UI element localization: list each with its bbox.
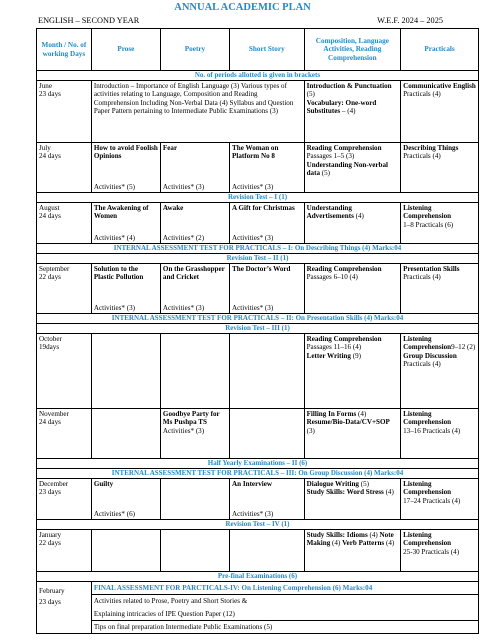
prose-cell <box>91 530 160 572</box>
comp-periods: Passages 11–16 (4) <box>306 343 362 352</box>
prac-topic: Describing Things <box>403 144 459 152</box>
working-days: 23 days <box>39 598 61 607</box>
story-title: An Interview <box>232 480 273 488</box>
prose-title: Guilty <box>93 480 114 488</box>
internal-assessment-2: INTERNAL ASSESSMENT TEST FOR PRACTICALS – II: On Presentation Skills (4) Marks:04 <box>37 314 479 324</box>
prac-periods: Practicals (4) <box>403 273 441 282</box>
prac-periods-2: Practicals (4) <box>403 360 441 369</box>
header-composition: Composition, Language Activities, Reading Comprehension <box>304 29 401 71</box>
table-row-september <box>37 264 479 314</box>
composition-cell <box>304 203 401 244</box>
prac-topic: Presentation Skills <box>403 265 460 273</box>
comp-periods-2: (3) <box>306 426 315 435</box>
prac-topic: Listening Comprehension <box>403 410 452 427</box>
month-cell <box>37 143 92 193</box>
header-month: Month / No. of working Days <box>37 29 92 71</box>
practicals-cell <box>401 479 479 520</box>
header-prose: Prose <box>91 29 160 71</box>
comp-periods: (5) <box>358 480 369 488</box>
story-activities: Activities* (3) <box>232 233 274 242</box>
month-name: October <box>39 335 62 343</box>
poetry-cell <box>160 264 229 314</box>
prac-periods: 1–8 Practicals (6) <box>403 220 454 229</box>
month-cell <box>37 203 92 244</box>
academic-plan-table <box>36 28 479 634</box>
composition-cell <box>304 264 401 314</box>
comp-periods-2: (4) <box>330 539 343 548</box>
practicals-cell <box>401 530 479 572</box>
revision-test-row <box>37 193 479 203</box>
story-cell <box>230 479 305 520</box>
story-activities: Activities* (3) <box>232 303 274 312</box>
working-days: 23 days <box>39 90 61 99</box>
month-cell <box>37 81 92 143</box>
poetry-cell <box>160 479 229 520</box>
table-row-january <box>37 530 479 572</box>
prose-title: How to avoid Foolish Opinions <box>93 144 158 161</box>
month-cell <box>37 334 92 409</box>
prac-topic: Listening Comprehension <box>403 480 452 497</box>
prose-activities: Activities* (5) <box>93 182 136 191</box>
comp-topic-2: Note Making <box>306 531 394 548</box>
half-yearly-exams: Half Yearly Examinations – II (6) <box>37 459 479 469</box>
story-cell <box>230 203 305 244</box>
prac-topic: Communicative English <box>403 82 476 90</box>
comp-topic: Filling In Forms <box>306 410 357 418</box>
story-cell <box>230 334 305 409</box>
story-cell <box>230 530 305 572</box>
prac-topic: Listening Comprehension <box>403 335 452 352</box>
page-title: ANNUAL ACADEMIC PLAN <box>174 2 311 13</box>
month-cell <box>37 582 92 634</box>
table-row-october <box>37 334 479 409</box>
poetry-title: Awake <box>162 204 184 212</box>
revision-test-1: Revision Test – I (1) <box>37 193 479 203</box>
comp-periods-2: – (4) <box>340 107 356 116</box>
poetry-activities: Activities* (3) <box>162 426 205 435</box>
prac-topic: Listening Comprehension <box>403 204 452 221</box>
prac-periods: Practicals (4) <box>403 152 441 161</box>
prose-cell <box>91 264 160 314</box>
month-cell <box>37 479 92 520</box>
header-row <box>37 29 479 71</box>
prac-periods: 17–24 Practicals (4) <box>403 496 461 505</box>
poetry-title: Goodbye Party for Ms Pushpa TS <box>162 410 220 427</box>
working-days: 22 days <box>39 273 61 282</box>
story-activities: Activities* (3) <box>232 182 274 191</box>
february-activity-3: Tips on final preparation Intermediate Public Examinations (5) <box>91 621 478 634</box>
comp-topic-2: Resume/Bio-Data/CV+SOP <box>306 418 390 427</box>
prac-periods: 9–12 (2) <box>451 343 476 352</box>
working-days: 24 days <box>39 152 61 161</box>
prose-cell <box>91 143 160 193</box>
composition-cell <box>304 479 401 520</box>
comp-topic-2: Vocabulary: One-word Substitutes <box>306 98 377 116</box>
poetry-activities: Activities* (3) <box>162 182 205 191</box>
prose-cell <box>91 409 160 459</box>
revision-test-row <box>37 324 479 334</box>
prac-topic: Listening Comprehension <box>403 531 452 548</box>
working-days: 24 days <box>39 212 61 221</box>
prose-cell <box>91 479 160 520</box>
revision-test-2: Revision Test – II (1) <box>37 254 479 264</box>
internal-assessment-1: INTERNAL ASSESSMENT TEST FOR PRACTICALS – I: On Describing Things (4) Marks:04 <box>37 244 479 254</box>
composition-cell <box>304 334 401 409</box>
comp-topic-2: Study Skills: Word Stress <box>306 488 384 497</box>
comp-periods: (4) <box>356 410 367 418</box>
prose-cell <box>91 334 160 409</box>
comp-periods-2: (4) <box>383 488 394 497</box>
story-title: A Gift for Christmas <box>232 204 295 212</box>
poetry-cell <box>160 530 229 572</box>
comp-topic: Reading Comprehension <box>306 144 382 152</box>
poetry-title: Fear <box>162 144 178 152</box>
academic-year-label: W.E.F. 2024 – 2025 <box>377 16 443 25</box>
month-name: August <box>39 204 60 212</box>
table-row-november <box>37 409 479 459</box>
poetry-cell <box>160 203 229 244</box>
comp-topic-3: Verb Patterns <box>342 539 385 548</box>
table-row-june <box>37 81 479 143</box>
comp-topic: Study Skills: Idioms <box>306 531 368 539</box>
month-name: November <box>39 410 69 418</box>
comp-topic: Understanding Advertisements <box>306 204 354 221</box>
working-days: 19days <box>39 343 60 352</box>
month-name: December <box>39 480 69 488</box>
periods-note-row <box>37 71 479 81</box>
month-cell <box>37 264 92 314</box>
comp-periods-2: (9) <box>350 351 361 360</box>
february-line-row <box>37 595 479 608</box>
table-row-august <box>37 203 479 244</box>
introduction-cell: Introduction – Importance of English Language (3) Various types of activities relating to Language, Composition and Reading Comprehension Including Non-Verbal Data (4) Syllabus and Question Paper Pattern pertaining to Intermediate Public Examinations (3) <box>91 81 304 143</box>
comp-topic: Introduction & Punctuation <box>306 82 392 90</box>
prefinal-exams: Pre-final Examinations (6) <box>37 572 479 582</box>
revision-test-row <box>37 520 479 530</box>
internal-assessment-row <box>37 314 479 324</box>
practicals-cell <box>401 409 479 459</box>
table-row-december <box>37 479 479 520</box>
prose-title: Solution to the Plastic Pollution <box>93 265 144 282</box>
prose-activities: Activities* (3) <box>93 303 136 312</box>
subject-label: ENGLISH – SECOND YEAR <box>38 16 140 25</box>
month-name: February <box>39 587 65 595</box>
comp-topic: Dialogue Writing <box>306 480 359 488</box>
story-title: The Woman on Platform No 8 <box>232 144 279 161</box>
working-days: 22 days <box>39 539 61 548</box>
comp-periods: (5) <box>306 90 315 99</box>
header-short-story: Short Story <box>230 29 305 71</box>
comp-topic: Reading Comprehension <box>306 265 382 273</box>
poetry-cell <box>160 143 229 193</box>
internal-assessment-3: INTERNAL ASSESSMENT TEST FOR PRACTICALS – III: On Group Discussion (4) Marks:04 <box>37 469 479 479</box>
practicals-cell <box>401 143 479 193</box>
comp-periods: Passages 1–5 (3) <box>306 152 355 161</box>
poetry-cell <box>160 409 229 459</box>
poetry-title: On the Grasshopper and Cricket <box>162 265 225 282</box>
poetry-cell <box>160 334 229 409</box>
composition-cell <box>304 530 401 572</box>
practicals-cell <box>401 264 479 314</box>
comp-topic-2: Letter Writing <box>306 351 351 360</box>
month-name: January <box>39 531 62 539</box>
story-cell <box>230 143 305 193</box>
comp-periods: (4) <box>353 212 364 221</box>
month-cell <box>37 409 92 459</box>
half-yearly-row <box>37 459 479 469</box>
february-activity-1: Activities related to Prose, Poetry and Short Stories & <box>91 595 478 608</box>
story-cell <box>230 409 305 459</box>
internal-assessment-row <box>37 469 479 479</box>
revision-test-3: Revision Test – III (1) <box>37 324 479 334</box>
comp-periods-2: (5) <box>320 169 331 178</box>
story-cell <box>230 264 305 314</box>
prose-activities: Activities* (4) <box>93 233 136 242</box>
month-name: June <box>39 82 53 90</box>
revision-test-row <box>37 254 479 264</box>
story-title: The Doctor’s Word <box>232 265 291 273</box>
month-cell <box>37 530 92 572</box>
internal-assessment-row <box>37 244 479 254</box>
february-activity-2: Explaining intricacies of IPE Question Paper (12) <box>91 608 478 621</box>
prac-topic-2: Group Discussion <box>403 351 457 360</box>
february-line-row <box>37 608 479 621</box>
poetry-activities: Activities* (3) <box>162 303 205 312</box>
month-name: September <box>39 265 70 273</box>
prac-periods: 25-30 Practicals (4) <box>403 547 460 556</box>
february-line-row <box>37 621 479 634</box>
final-assessment: FINAL ASSESSMENT FOR PARCTICALS-IV: On Listening Comprehension (6) Marks:04 <box>91 582 478 595</box>
comp-periods-3: (4) <box>384 539 395 548</box>
table-row-february <box>37 582 479 595</box>
story-activities: Activities* (3) <box>232 509 274 518</box>
composition-cell <box>304 409 401 459</box>
poetry-activities: Activities* (2) <box>162 233 205 242</box>
periods-note: No. of periods allotted is given in brackets <box>37 71 479 81</box>
working-days: 23 days <box>39 488 61 497</box>
practicals-cell <box>401 203 479 244</box>
comp-topic: Reading Comprehension <box>306 335 382 343</box>
prac-periods: Practicals (4) <box>403 90 441 99</box>
prose-title: The Awakening of Women <box>93 204 149 221</box>
prac-periods: 13–16 Practicals (4) <box>403 426 461 435</box>
practicals-cell <box>401 334 479 409</box>
month-name: July <box>39 144 51 152</box>
practicals-cell <box>401 81 479 143</box>
comp-topic-2: Understanding Non-verbal data <box>306 160 388 178</box>
prose-activities: Activities* (6) <box>93 509 136 518</box>
working-days: 24 days <box>39 418 61 427</box>
comp-periods: (4) <box>367 531 380 539</box>
header-practicals: Practicals <box>401 29 479 71</box>
revision-test-4: Revision Test – IV (1) <box>37 520 479 530</box>
composition-cell <box>304 81 401 143</box>
prose-cell <box>91 203 160 244</box>
header-poetry: Poetry <box>160 29 229 71</box>
prefinal-row <box>37 572 479 582</box>
table-row-july <box>37 143 479 193</box>
composition-cell <box>304 143 401 193</box>
comp-periods: Passages 6–10 (4) <box>306 273 358 282</box>
